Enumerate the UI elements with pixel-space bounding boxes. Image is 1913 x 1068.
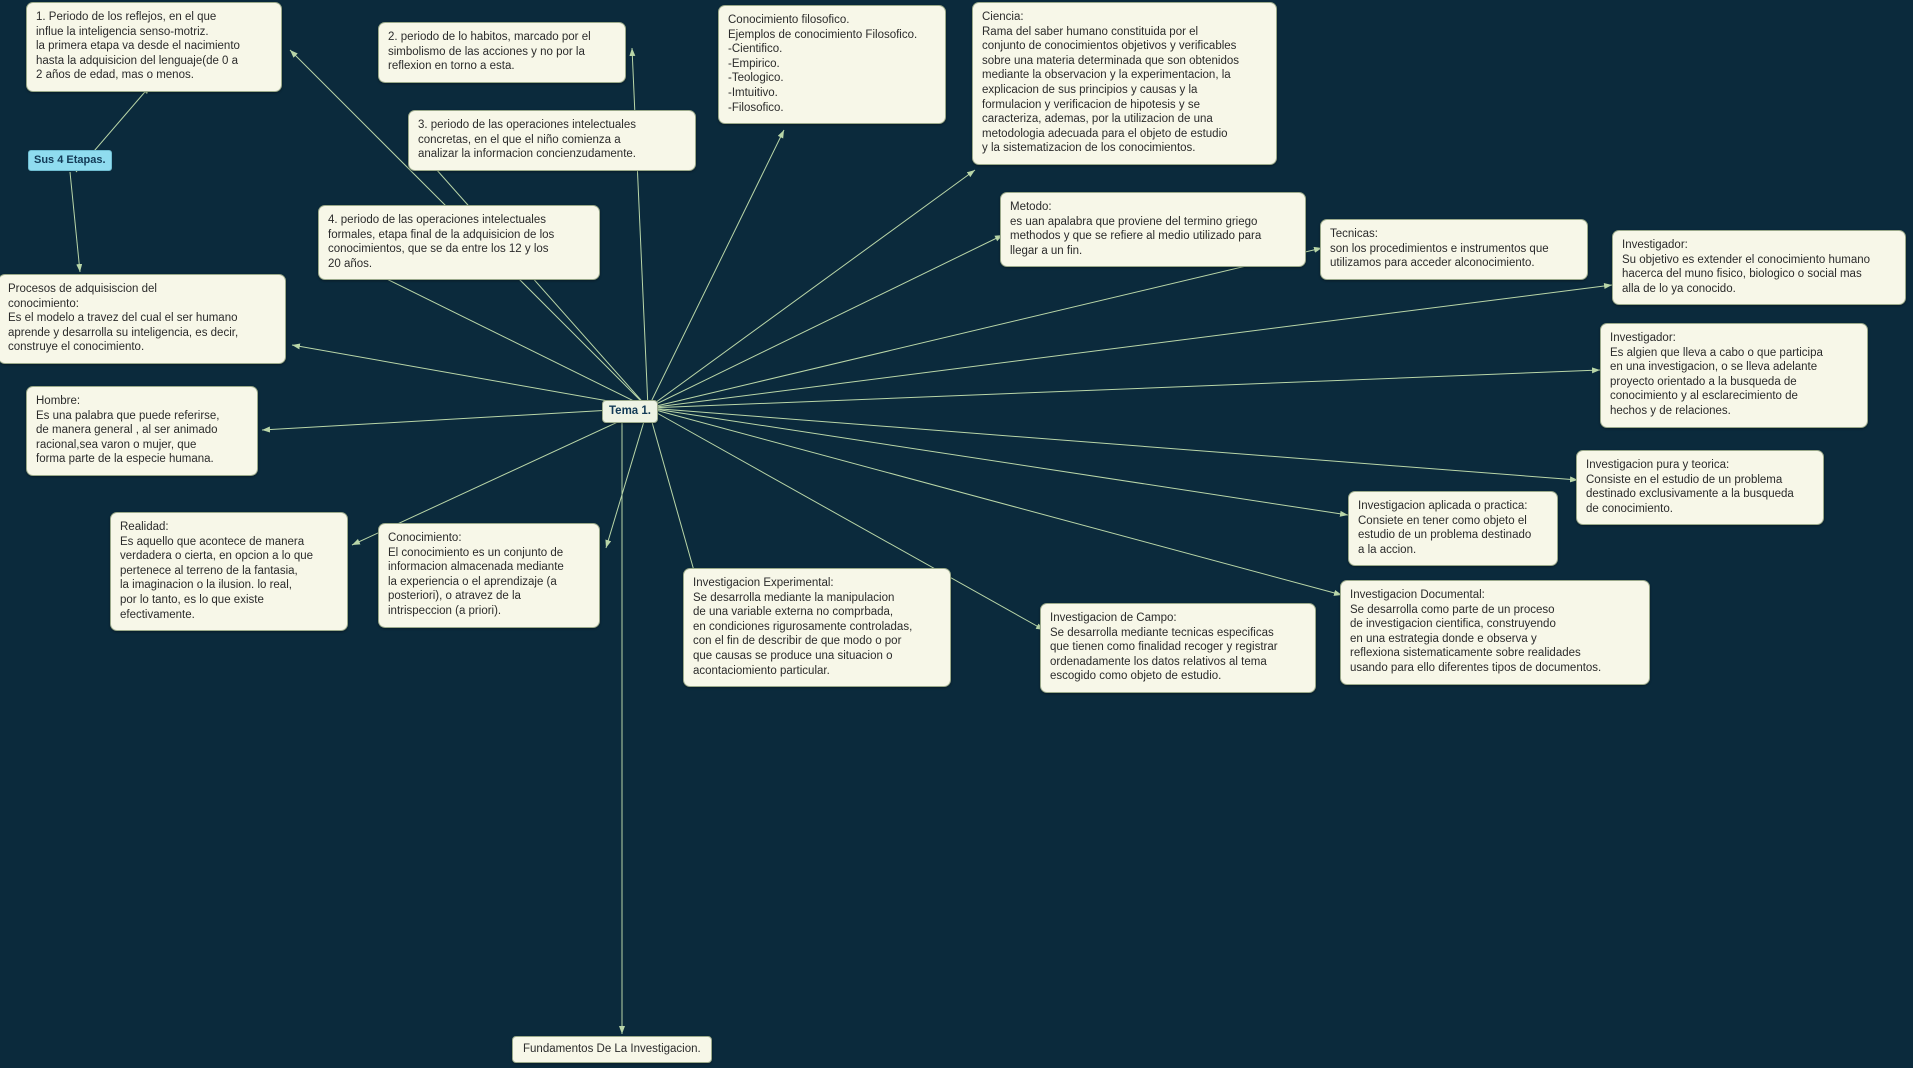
node-investigacion-documental[interactable]: Investigacion Documental: Se desarrolla como parte de un proceso de investigacion cientifica, construyendo en una estrategia donde e observa y reflexiona sistematicamente sobre realidades usando para ello diferentes tipos de documentos. bbox=[1340, 580, 1650, 685]
node-investigacion-experimental[interactable]: Investigacion Experimental: Se desarrolla mediante la manipulacion de una variable externa no comprbada, en condiciones rigurosamente controladas, con el fin de describir de que modo o por que causas se produce una situacion o acontaciomiento particular. bbox=[683, 568, 951, 687]
node-conocimiento-filosofico[interactable]: Conocimiento filosofico. Ejemplos de conocimiento Filosofico. -Cientifico. -Empirico. -Teologico. -Imtuitivo. -Filosofico. bbox=[718, 5, 946, 124]
node-realidad[interactable]: Realidad: Es aquello que acontece de manera verdadera o cierta, en opcion a lo que pertenece al terreno de la fantasia, la imaginacion o la ilusion. lo real, por lo tanto, es lo que existe efectivamente. bbox=[110, 512, 348, 631]
node-investigacion-aplicada[interactable]: Investigacion aplicada o practica: Consiete en tener como objeto el estudio de un problema destinado a la accion. bbox=[1348, 491, 1558, 566]
node-sus-4-etapas[interactable]: Sus 4 Etapas. bbox=[28, 150, 112, 171]
node-etapa-4[interactable]: 4. periodo de las operaciones intelectuales formales, etapa final de la adquisicion de los conocimientos, que se da entre los 12 y los 20 años. bbox=[318, 205, 600, 280]
node-metodo[interactable]: Metodo: es uan apalabra que proviene del termino griego methodos y que se refiere al medio utilizado para llegar a un fin. bbox=[1000, 192, 1306, 267]
node-ciencia[interactable]: Ciencia: Rama del saber humano constituida por el conjunto de conocimientos objetivos y verificables sobre una materia determinada que son obtenidos mediante la observacion y la experimentacion, la explicacion de sus principios y causas y la formulacion y verificacion de hipotesis y se caracteriza, ademas, por la utilizacion de una metodologia adecuada para el objeto de estudio y la sistematizacion de los conocimientos. bbox=[972, 2, 1277, 165]
node-hombre[interactable]: Hombre: Es una palabra que puede referirse, de manera general , al ser animado racional,sea varon o mujer, que forma parte de la especie humana. bbox=[26, 386, 258, 476]
node-etapa-3[interactable]: 3. periodo de las operaciones intelectuales concretas, en el que el niño comienza a analizar la informacion concienzudamente. bbox=[408, 110, 696, 171]
node-investigacion-pura-teorica[interactable]: Investigacion pura y teorica: Consiste en el estudio de un problema destinado exclusivamente a la busqueda de conocimiento. bbox=[1576, 450, 1824, 525]
node-conocimiento[interactable]: Conocimiento: El conocimiento es un conjunto de informacion almacenada mediante la experiencia o el aprendizaje (a posteriori), o atravez de la intrispeccion (a priori). bbox=[378, 523, 600, 628]
node-root-fundamentos[interactable]: Fundamentos De La Investigacion. bbox=[512, 1036, 712, 1063]
node-investigacion-campo[interactable]: Investigacion de Campo: Se desarrolla mediante tecnicas especificas que tienen como finalidad recoger y registrar ordenadamente los datos relativos al tema escogido como objeto de estudio. bbox=[1040, 603, 1316, 693]
node-tecnicas[interactable]: Tecnicas: son los procedimientos e instrumentos que utilizamos para acceder alconocimiento. bbox=[1320, 219, 1588, 280]
node-investigador-definicion[interactable]: Investigador: Es algien que lleva a cabo o que participa en una investigacion, o se lleva adelante proyecto orientado a la busqueda de conocimiento y al esclarecimiento de hechos y de relaciones. bbox=[1600, 323, 1868, 428]
node-etapa-2[interactable]: 2. periodo de lo habitos, marcado por el simbolismo de las acciones y no por la reflexion en torno a esta. bbox=[378, 22, 626, 83]
node-etapa-1[interactable]: 1. Periodo de los reflejos, en el que influe la inteligencia senso-motriz. la primera etapa va desde el nacimiento hasta la adquisicion del lenguaje(de 0 a 2 años de edad, mas o menos. bbox=[26, 2, 282, 92]
node-center-tema-1[interactable]: Tema 1. bbox=[602, 400, 658, 423]
node-investigador-objetivo[interactable]: Investigador: Su objetivo es extender el conocimiento humano hacerca del muno fisico, biologico o social mas alla de lo ya conocido. bbox=[1612, 230, 1906, 305]
node-procesos-adquisicion[interactable]: Procesos de adquisiscion del conocimiento: Es el modelo a travez del cual el ser humano aprende y desarrolla su inteligencia, es decir, construye el conocimiento. bbox=[0, 274, 286, 364]
